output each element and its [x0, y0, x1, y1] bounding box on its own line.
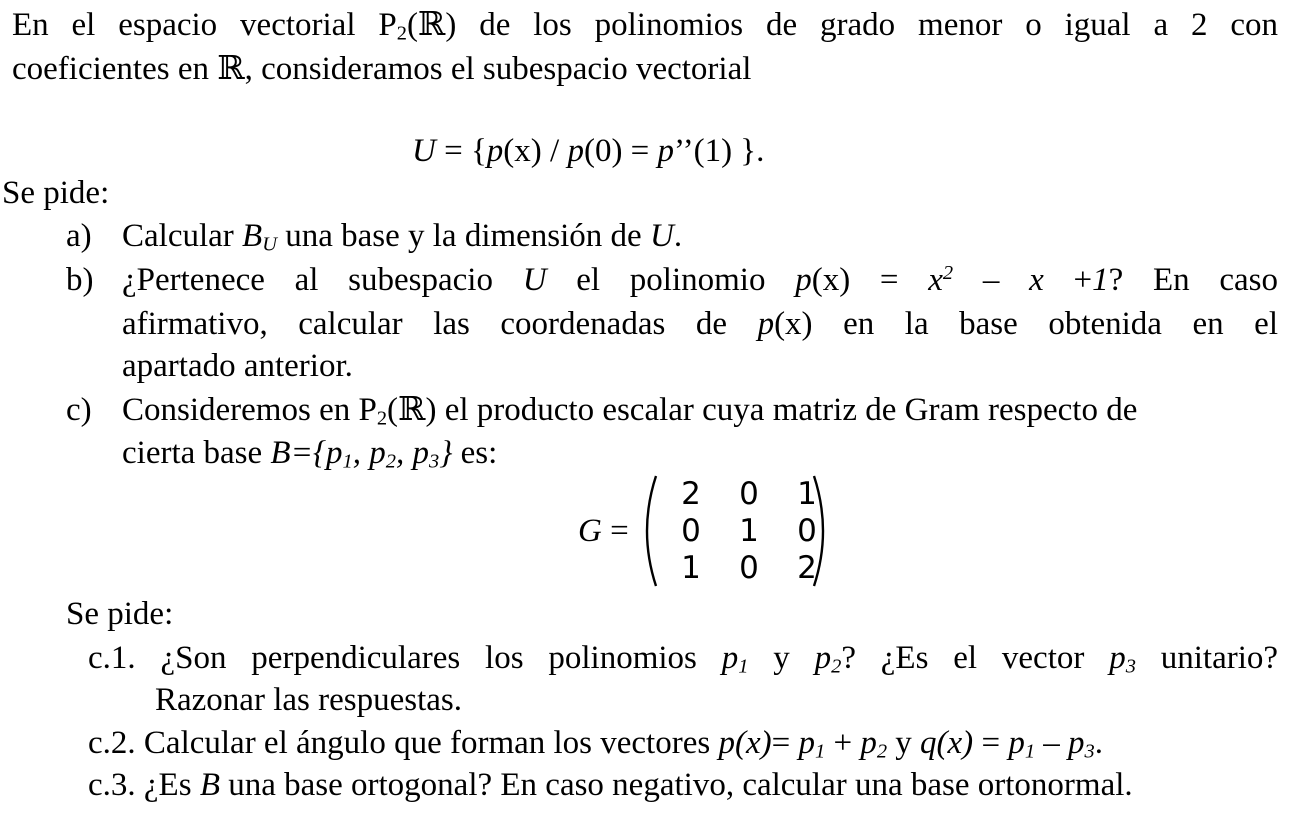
item-a-text: Calcular $B_U$ una base y la dimensión de U. — [122, 218, 683, 256]
item-b-line-1: ¿Pertenece al subespacio U el polinomio $p(x) = x^2 - x +1$? En caso — [122, 261, 1278, 298]
item-c-line-1: Consideremos en $P_2(ℝ)$ el producto escalar cuya matriz de Gram respecto de — [122, 392, 1138, 430]
gram-cell: 2 — [797, 550, 817, 586]
subitem-c1-line-1: c.1. ¿Son perpendiculares los polinomios $p_1$ y $p_2$? ¿Es el vector $p_3$ unitario? — [88, 640, 1279, 678]
se-pide-heading: Se pide: — [2, 175, 110, 211]
gram-cell: 1 — [797, 476, 817, 512]
gram-cell: 1 — [681, 550, 701, 586]
intro-line-2: coeficientes en ℝ, consideramos el subespacio vectorial — [12, 51, 752, 87]
item-a-label: a) — [66, 218, 92, 254]
left-paren-icon — [636, 474, 660, 588]
item-c-label: c) — [66, 392, 92, 428]
subitem-c2: c.2. Calcular el ángulo que forman los vectores $p(x)= p_1 + p_2$ y $q(x) = p_1 - p_3$. — [88, 725, 1103, 763]
subspace-definition: U = {p(x) / p(0) = p’’(1) }. — [412, 133, 765, 169]
se-pide-heading-2: Se pide: — [66, 596, 174, 632]
item-b-label: b) — [66, 262, 94, 298]
right-paren-icon — [810, 474, 834, 588]
item-b-line-2: afirmativo, calcular las coordenadas de p(x) en la base obtenida en el — [122, 306, 1278, 342]
gram-label: G = — [578, 513, 629, 549]
subitem-c1-line-2: Razonar las respuestas. — [155, 682, 462, 718]
gram-cell: 2 — [681, 476, 701, 512]
gram-cell: 0 — [739, 476, 759, 512]
item-b-line-3: apartado anterior. — [122, 348, 353, 384]
item-c-line-2: cierta base $B=\{p_1$, $p_2$, $p_3$} es: — [122, 435, 498, 473]
intro-line-1: En el espacio vectorial $P_2(ℝ)$ de los polinomios de grado menor o igual a 2 con — [12, 7, 1278, 45]
gram-cell: 0 — [681, 513, 701, 549]
subitem-c3: c.3. ¿Es B una base ortogonal? En caso negativo, calcular una base ortonormal. — [88, 767, 1133, 803]
gram-cell: 1 — [739, 513, 759, 549]
gram-cell: 0 — [739, 550, 759, 586]
gram-cell: 0 — [797, 513, 817, 549]
